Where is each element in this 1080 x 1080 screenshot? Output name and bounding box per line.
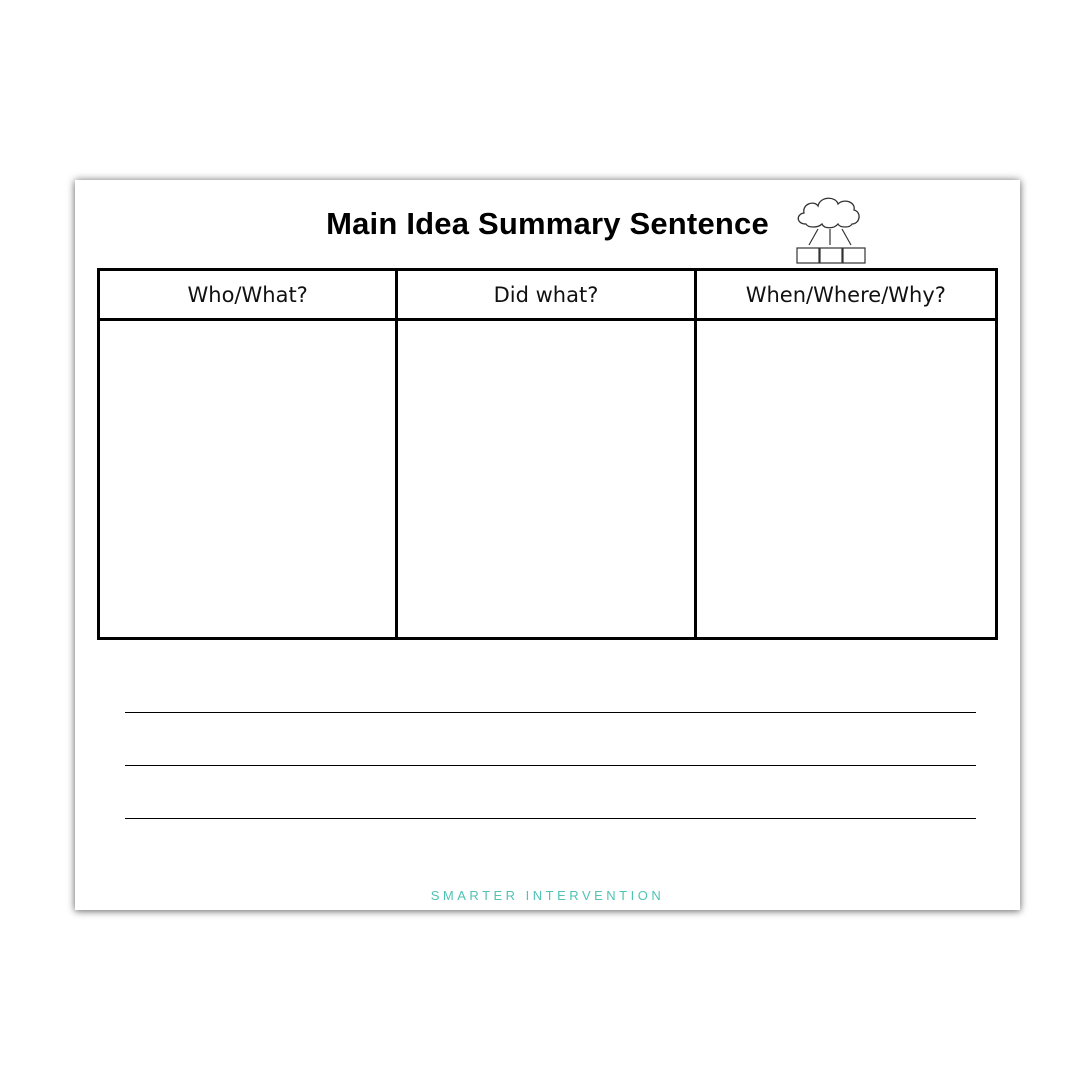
column-header-when-where-why: When/Where/Why? (697, 271, 995, 321)
brand-footer: SMARTER INTERVENTION (430, 888, 665, 903)
writing-line[interactable] (125, 712, 976, 713)
answer-box-when-where-why[interactable] (697, 321, 995, 637)
column-header-who-what: Who/What? (100, 271, 398, 321)
answer-box-who-what[interactable] (100, 321, 398, 637)
worksheet-title: Main Idea Summary Sentence (326, 206, 769, 241)
writing-line[interactable] (125, 765, 976, 766)
organizer-table (97, 268, 998, 640)
answer-box-did-what[interactable] (398, 321, 696, 637)
summary-writing-lines (125, 712, 976, 871)
worksheet-page (75, 180, 1020, 910)
column-header-did-what: Did what? (398, 271, 696, 321)
cloud-diagram-icon (784, 188, 868, 264)
writing-line[interactable] (125, 818, 976, 819)
